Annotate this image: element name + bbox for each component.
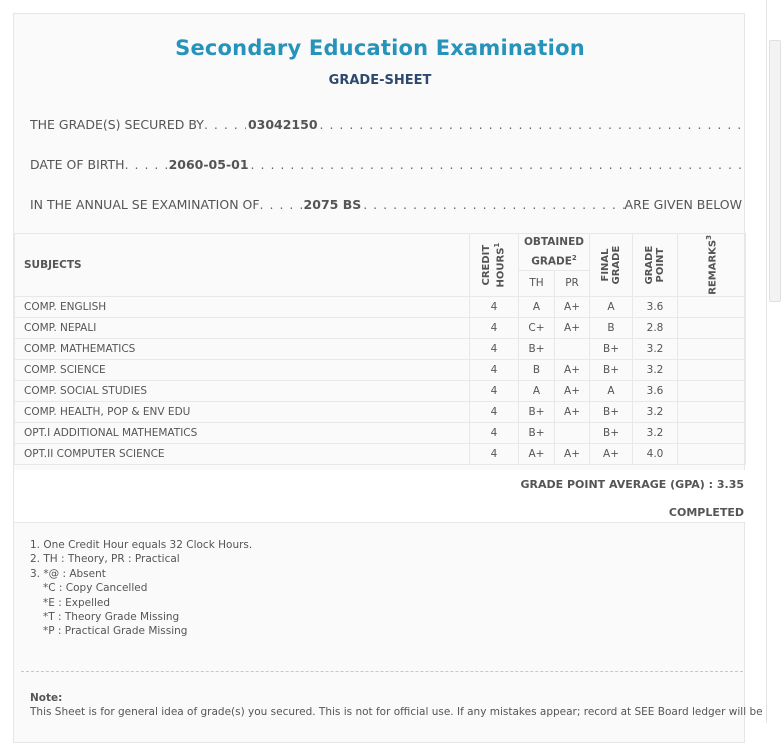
remarks-cell [678, 317, 746, 338]
table-row [15, 359, 746, 380]
th-cell: C+ [519, 317, 555, 338]
final-cell: B+ [590, 401, 633, 422]
credit-cell: 4 [470, 317, 519, 338]
table-row [15, 443, 746, 464]
credit-cell: 4 [470, 380, 519, 401]
dot-leader [320, 117, 742, 132]
col-pr: PR [555, 270, 590, 296]
remarks-cell [678, 338, 746, 359]
gp-cell: 4.0 [633, 443, 678, 464]
exam-label: IN THE ANNUAL SE EXAMINATION OF [30, 197, 260, 212]
secured-by-label: THE GRADE(S) SECURED BY [30, 117, 204, 132]
col-credit-label: CREDIT HOURS [481, 244, 507, 288]
th-cell: B [519, 359, 555, 380]
final-cell: A [590, 380, 633, 401]
exam-year: 2075 BS [303, 197, 362, 212]
note-heading: Note: [30, 692, 63, 704]
obtained-footnote-mark: 2 [571, 254, 577, 262]
gp-cell: 3.2 [633, 338, 678, 359]
col-obtained-label: OBTAINED GRADE [524, 236, 584, 268]
dot-leader [260, 197, 302, 212]
note-text: This Sheet is for general idea of grade(s) you secured. This is not for official use. If any mistakes appear; record at SEE Board ledger will be [30, 706, 763, 718]
col-remarks [678, 234, 746, 297]
gp-cell: 3.2 [633, 359, 678, 380]
dot-leader [251, 157, 742, 172]
remarks-cell [678, 401, 746, 422]
col-subjects [15, 234, 470, 297]
scrollbar-thumb[interactable] [769, 40, 781, 302]
page-title: Secondary Education Examination [175, 36, 585, 60]
th-cell: B+ [519, 422, 555, 443]
final-cell: B [590, 317, 633, 338]
col-th: TH [519, 270, 555, 296]
scrollbar[interactable] [766, 0, 782, 723]
page-subtitle: GRADE-SHEET [328, 73, 432, 88]
footnote-item: 3. *@ : Absent [30, 567, 106, 580]
table-header-row [15, 234, 746, 271]
col-credit-hours [470, 234, 519, 297]
subject-cell: OPT.II COMPUTER SCIENCE [15, 443, 470, 464]
grades-table [14, 233, 746, 465]
subject-cell: COMP. MATHEMATICS [15, 338, 470, 359]
pr-cell: A+ [555, 443, 590, 464]
gp-cell: 3.6 [633, 380, 678, 401]
col-grade-point-label: GRADE POINT [644, 245, 667, 285]
col-final-label: FINAL GRADE [600, 245, 623, 285]
credit-cell: 4 [470, 401, 519, 422]
gpa-summary [14, 470, 746, 523]
dot-leader [125, 157, 167, 172]
remarks-cell [678, 422, 746, 443]
footnote-item: *P : Practical Grade Missing [43, 625, 188, 638]
col-grade-point [633, 234, 678, 297]
table-row [15, 401, 746, 422]
pr-cell: A+ [555, 296, 590, 317]
footnote-item: 1. One Credit Hour equals 32 Clock Hours. [30, 539, 253, 551]
table-row [15, 296, 746, 317]
remarks-cell [678, 296, 746, 317]
exam-tail: ARE GIVEN BELOW [624, 197, 742, 212]
symbol-number: 03042150 [247, 117, 318, 132]
credit-cell: 4 [470, 422, 519, 443]
final-cell: A [590, 296, 633, 317]
subject-cell: OPT.I ADDITIONAL MATHEMATICS [15, 422, 470, 443]
dob-line [30, 157, 742, 177]
footnote-item: *E : Expelled [43, 596, 111, 609]
footnote-item: *C : Copy Cancelled [43, 582, 148, 595]
th-cell: A+ [519, 443, 555, 464]
dob-value: 2060-05-01 [168, 157, 249, 172]
dot-leader [204, 117, 246, 132]
remarks-cell [678, 380, 746, 401]
col-obtained-grade [519, 234, 590, 271]
secured-by-line [30, 117, 742, 137]
remarks-cell [678, 443, 746, 464]
th-cell: B+ [519, 401, 555, 422]
remarks-cell [678, 359, 746, 380]
col-final-grade [590, 234, 633, 297]
pr-cell: A+ [555, 317, 590, 338]
subject-cell: COMP. ENGLISH [15, 296, 470, 317]
subject-cell: COMP. NEPALI [15, 317, 470, 338]
credit-cell: 4 [470, 338, 519, 359]
th-cell: B+ [519, 338, 555, 359]
table-row [15, 317, 746, 338]
pr-cell: A+ [555, 401, 590, 422]
col-remarks-label: REMARKS [707, 239, 719, 295]
footnote-item: 2. TH : Theory, PR : Practical [30, 553, 180, 566]
subject-cell: COMP. HEALTH, POP & ENV EDU [15, 401, 470, 422]
credit-cell: 4 [470, 296, 519, 317]
final-cell: B+ [590, 359, 633, 380]
footnote-item: *T : Theory Grade Missing [43, 611, 180, 624]
col-subjects-label: SUBJECTS [24, 258, 82, 271]
subject-cell: COMP. SOCIAL STUDIES [15, 380, 470, 401]
gpa-value: GRADE POINT AVERAGE (GPA) : 3.35 [520, 478, 744, 491]
exam-line [30, 197, 742, 217]
pr-cell: A+ [555, 359, 590, 380]
table-row [15, 422, 746, 443]
credit-footnote-mark: 1 [493, 242, 502, 248]
final-cell: B+ [590, 338, 633, 359]
th-cell: A [519, 380, 555, 401]
dot-leader [363, 197, 624, 212]
final-cell: A+ [590, 443, 633, 464]
subject-cell: COMP. SCIENCE [15, 359, 470, 380]
credit-cell: 4 [470, 359, 519, 380]
pr-cell [555, 338, 590, 359]
grade-sheet-panel [13, 13, 763, 743]
table-row [15, 380, 746, 401]
final-cell: B+ [590, 422, 633, 443]
gp-cell: 3.6 [633, 296, 678, 317]
gp-cell: 3.2 [633, 401, 678, 422]
gp-cell: 2.8 [633, 317, 678, 338]
gp-cell: 3.2 [633, 422, 678, 443]
dob-label: DATE OF BIRTH [30, 157, 125, 172]
footnotes [30, 538, 252, 639]
table-row [15, 338, 746, 359]
result-status: COMPLETED [668, 506, 744, 519]
pr-cell: A+ [555, 380, 590, 401]
remarks-footnote-mark: 3 [705, 234, 714, 240]
credit-cell: 4 [470, 443, 519, 464]
th-cell: A [519, 296, 555, 317]
pr-cell [555, 422, 590, 443]
divider [21, 671, 743, 672]
